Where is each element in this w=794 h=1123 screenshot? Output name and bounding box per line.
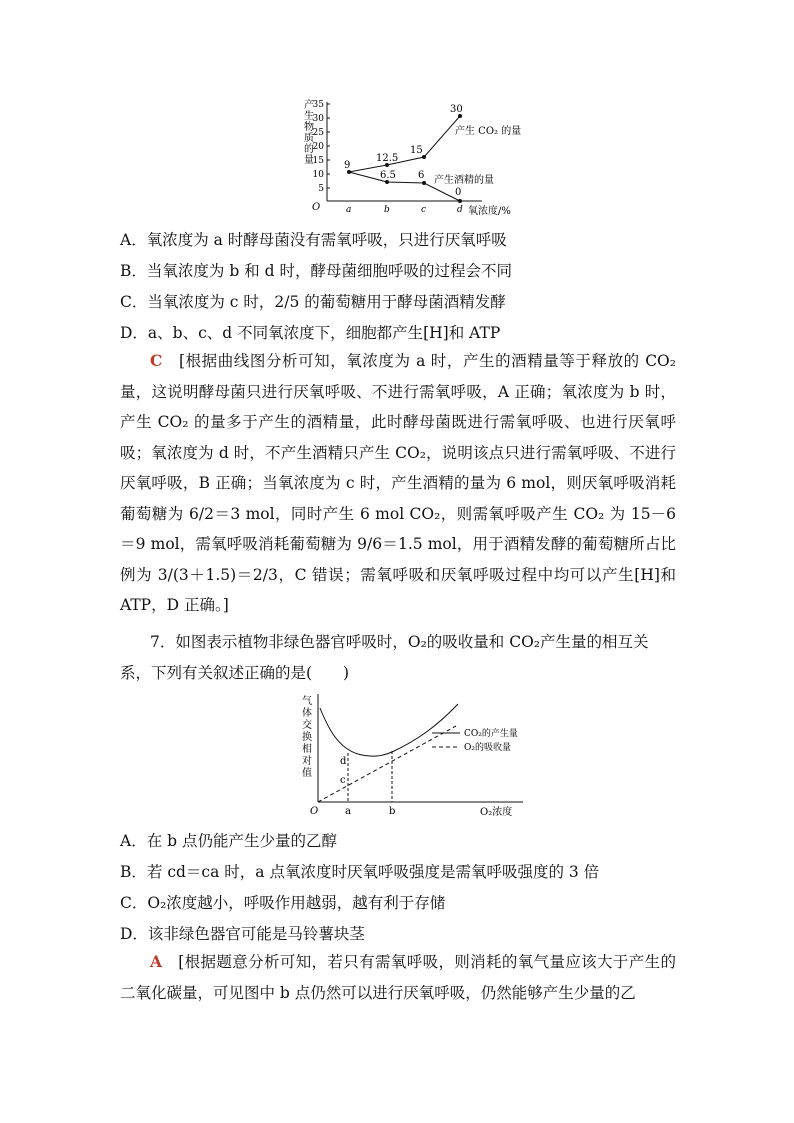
alcohol-value-b: 6.5 (380, 170, 396, 181)
chart1-ytick: 30 (312, 114, 324, 124)
chart1-origin: O (312, 202, 321, 213)
chart2-ylabel-char: 相 (302, 744, 312, 755)
chart2-ylabel-char: 换 (302, 732, 312, 743)
option7-a: A．在 b 点仍能产生少量的乙醇 (120, 832, 337, 850)
point-d: d (340, 756, 347, 767)
option6-d: D．a、b、c、d 不同氧浓度下，细胞都产生[H]和 ATP (120, 324, 501, 342)
chart2-ylabel-char: 交 (302, 720, 312, 731)
chart1-ytick: 35 (312, 100, 324, 110)
chart1-ylabel-char: 量 (304, 155, 314, 166)
point-b: b (389, 806, 396, 817)
chart-oxygen-products (300, 98, 540, 220)
chart2-ylabel-char: 对 (302, 756, 312, 767)
chart2-ylabel-char: 值 (302, 768, 312, 779)
point-c: c (340, 775, 346, 786)
legend-co2: CO₂的产生量 (464, 729, 518, 739)
chart1-xtick: b (384, 205, 390, 215)
chart1-xtick: a (346, 205, 352, 215)
alcohol-series-label: 产生酒精的量 (434, 175, 494, 186)
chart1-xlabel: 氧浓度/% (468, 206, 511, 217)
chart1-ytick: 5 (318, 184, 324, 194)
chart1-xtick: d (457, 205, 463, 215)
chart1-ylabel-char: 产 (304, 100, 314, 111)
chart1-ylabel-char: 物 (304, 122, 314, 133)
question7 (120, 627, 676, 689)
co2-value-a: 9 (344, 160, 351, 171)
chart2-origin: O (310, 806, 319, 817)
o2-absorption-line (318, 726, 456, 802)
question7-text: 7．如图表示植物非绿色器官呼吸时，O₂的吸收量和 CO₂产生量的相互关系，下列有关叙述正确的是( ) (120, 633, 649, 682)
chart1-ytick: 10 (312, 170, 324, 180)
alcohol-value-d: 0 (455, 187, 462, 198)
option6-a: A．氧浓度为 a 时酵母菌没有需氧呼吸，只进行厌氧呼吸 (120, 231, 507, 249)
data-points (347, 114, 462, 203)
alcohol-value-c: 6 (418, 170, 425, 181)
legend-o2: O₂的吸收量 (464, 743, 511, 753)
answer6-text: [根据曲线图分析可知，氧浓度为 a 时，产生的酒精量等于释放的 CO₂ 量，这说明酵母菌只进行厌氧呼吸、不进行需氧呼吸，A 正确；氧浓度为 b 时，产生 CO₂ 的量多于产生的酒精量，此时酵母菌既进行需氧呼吸、也进行厌氧呼吸；氧浓度为 d 时，不产生酒精只产生 CO₂，说明该点只进行需氧呼吸、不进行厌氧呼吸，B 正确；当氧浓度为 c 时，产生酒精的量为 6 mol，则厌氧呼吸消耗葡萄糖为 6/2＝3 mol，同时产生 6 mol CO₂，则需氧呼吸产生 CO₂ 为 15－6＝9 mol，需氧呼吸消耗葡萄糖为 9/6＝1.5 mol，用于酒精发酵的葡萄糖所占比例为 3/(3＋1.5)＝2/3，C 错误；需氧呼吸和厌氧呼吸过程中均可以产生[H]和 ATP，D 正确。] (120, 352, 676, 614)
answer6-explanation (120, 346, 676, 621)
chart1-ytick: 15 (312, 156, 324, 166)
chart-gas-exchange (298, 690, 534, 820)
chart1-ylabel-char: 质 (304, 133, 314, 144)
chart2-ylabel-char: 气 (302, 696, 312, 707)
co2-value-b: 12.5 (376, 153, 399, 164)
point-a: a (345, 806, 351, 817)
chart1-xtick: c (421, 205, 427, 215)
chart2-ylabel-char: 体 (302, 708, 312, 719)
option7-c: C．O₂浓度越小，呼吸作用越弱，越有利于存储 (120, 894, 446, 912)
option6-c: C．当氧浓度为 c 时，2/5 的葡萄糖用于酵母菌酒精发酵 (120, 293, 506, 311)
chart1-xticks (346, 205, 463, 215)
co2-production-curve (320, 704, 458, 756)
co2-value-c: 15 (410, 145, 423, 156)
option7-b: B．若 cd＝ca 时，a 点氧浓度时厌氧呼吸强度是需氧呼吸强度的 3 倍 (120, 863, 600, 881)
answer7-explanation (120, 947, 676, 1008)
chart1-ytick: 20 (312, 142, 324, 152)
answer7-letter: A (150, 952, 163, 971)
co2-line (349, 116, 460, 172)
chart1-ytick: 25 (312, 128, 324, 138)
chart1-ylabel-char: 的 (304, 144, 314, 155)
answer6-letter: C (150, 351, 163, 370)
option7-d: D．该非绿色器官可能是马铃薯块茎 (120, 925, 365, 943)
option6-b: B．当氧浓度为 b 和 d 时，酵母菌细胞呼吸的过程会不同 (120, 262, 512, 280)
co2-series-label: 产生 CO₂ 的量 (455, 126, 522, 137)
chart1-ylabel-char: 生 (304, 111, 314, 122)
answer7-text: [根据题意分析可知，若只有需氧呼吸，则消耗的氧气量应该大于产生的二氧化碳量，可见图中 b 点仍然可以进行厌氧呼吸，仍然能够产生少量的乙 (120, 953, 676, 1002)
co2-value-d: 30 (450, 104, 463, 115)
chart2-xlabel: O₂浓度 (480, 807, 513, 818)
